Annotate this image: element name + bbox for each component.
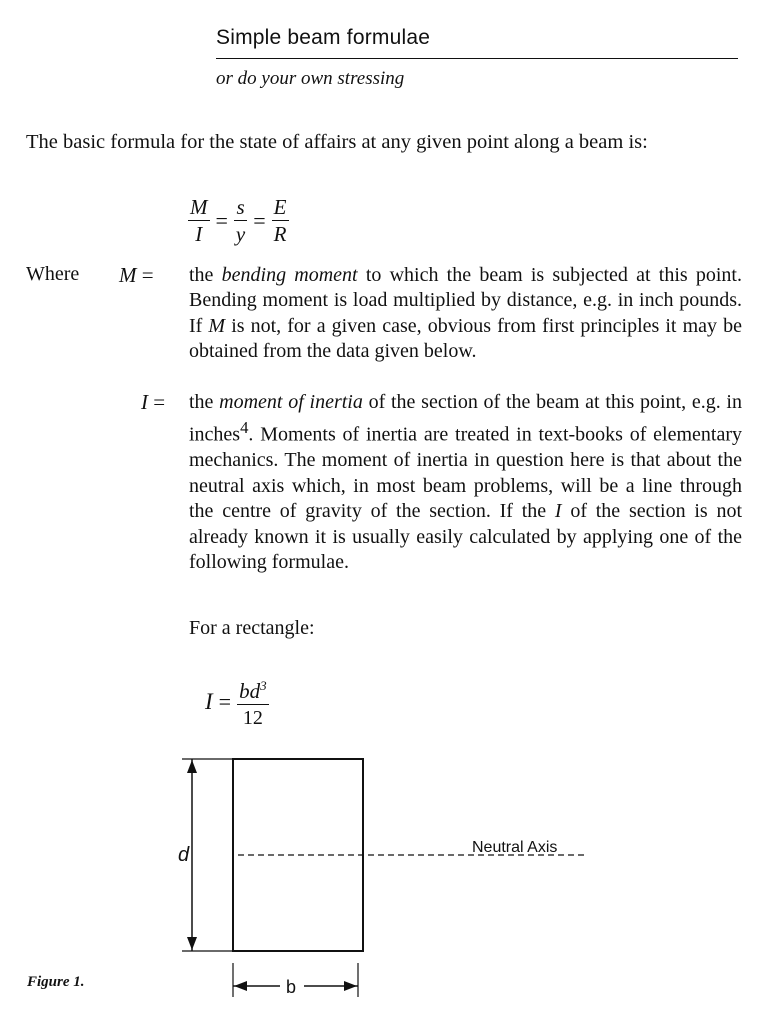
- symbol-text: I: [141, 390, 148, 414]
- formula-lhs: I: [205, 689, 213, 714]
- definition-text: the: [189, 391, 220, 413]
- fraction-numerator: [237, 675, 269, 702]
- fraction-m-over-i: [188, 196, 210, 245]
- definition-text: the: [189, 264, 222, 286]
- fraction-denominator: y: [235, 222, 246, 246]
- definition-text: of the section is not already known it is usually easily calculated by applying one of the following formulae.: [189, 500, 743, 574]
- definition-bending-moment: [189, 263, 742, 365]
- fraction-bar: [272, 220, 289, 221]
- fraction-e-over-r: [272, 196, 289, 245]
- numerator-exponent: 3: [260, 678, 267, 693]
- dimension-label-d: d: [178, 844, 190, 866]
- fraction-s-over-y: [234, 196, 247, 245]
- arrow-left-icon: [234, 981, 247, 991]
- page-title: Simple beam formulae: [216, 26, 431, 49]
- fraction-bd3-over-12: [237, 675, 269, 729]
- arrow-right-icon: [344, 981, 357, 991]
- rectangle-label: For a rectangle:: [189, 617, 315, 639]
- fraction-denominator: 12: [242, 707, 263, 729]
- definition-term: bending moment: [221, 264, 358, 286]
- rectangle-formula: [205, 675, 269, 729]
- fraction-denominator: I: [195, 222, 203, 246]
- definition-moment-of-inertia: [189, 390, 742, 576]
- fraction-bar: [188, 220, 210, 221]
- superscript-exponent: 4: [240, 418, 249, 438]
- fraction-bar: [234, 220, 247, 221]
- figure-caption: Figure 1.: [27, 974, 85, 990]
- symbol-text: M: [119, 263, 137, 287]
- equals-sign: =: [153, 390, 166, 414]
- fraction-numerator: s: [236, 195, 245, 219]
- numerator-text: bd: [239, 679, 261, 703]
- equals-sign: =: [218, 689, 232, 714]
- neutral-axis-label: Neutral Axis: [472, 839, 558, 856]
- intro-paragraph: The basic formula for the state of affairs at any given point along a beam is:: [26, 131, 648, 153]
- main-formula: [188, 196, 289, 245]
- definition-term: moment of inertia: [219, 391, 363, 413]
- definition-text: of the section of the beam at this point, e.g. in inches: [189, 391, 742, 447]
- arrow-up-icon: [187, 760, 197, 773]
- definition-text: is not, for a given case, obvious from first principles it may be obtained from the data given below.: [189, 314, 742, 363]
- definition-symbol-m: [119, 263, 154, 288]
- equals-sign: =: [253, 207, 266, 233]
- fraction-numerator: E: [273, 195, 287, 219]
- definition-symbol-i: [141, 390, 165, 415]
- where-label: Where: [26, 263, 80, 285]
- beam-section-diagram: [170, 745, 610, 1005]
- definition-text: to which the beam is subjected at this point. Bending moment is load multiplied by distance, e.g. in inch pounds. If: [189, 264, 742, 337]
- title-rule: [216, 58, 738, 59]
- equals-sign: =: [141, 263, 154, 287]
- inline-symbol: I: [554, 500, 562, 523]
- fraction-numerator: M: [190, 195, 208, 219]
- page-subtitle: or do your own stressing: [216, 68, 405, 89]
- fraction-denominator: R: [273, 222, 287, 246]
- inline-symbol: M: [208, 314, 226, 337]
- arrow-down-icon: [187, 937, 197, 950]
- fraction-bar: [237, 704, 269, 705]
- definition-text: . Moments of inertia are treated in text-books of elementary mechanics. The moment of inertia in question here is that about the neutral axis which, in most beam problems, will be a line through the centre of gravity of the section. If the: [189, 424, 742, 523]
- dimension-label-b: b: [286, 977, 297, 997]
- equals-sign: =: [215, 207, 228, 233]
